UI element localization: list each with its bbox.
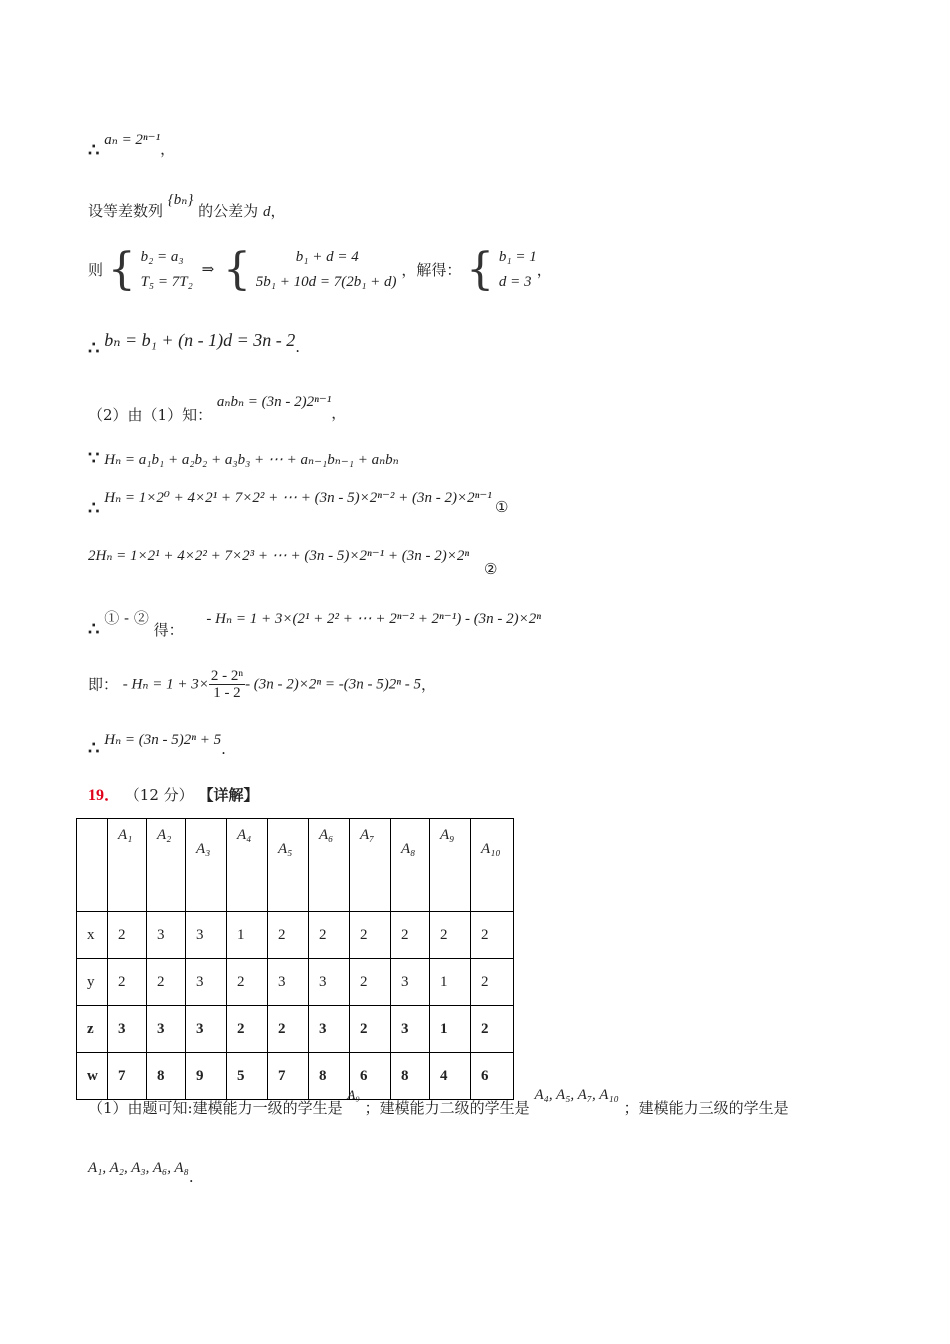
row-label: w	[77, 1053, 108, 1100]
punct: ，	[420, 675, 436, 694]
formula-bn: bₙ = b₁ + (n - 1)d = 3n - 2	[104, 330, 296, 350]
table-header-cell: A₈	[391, 819, 430, 912]
text-intro-2: 的公差为	[198, 202, 259, 220]
therefore-symbol: ∴	[88, 338, 100, 359]
table-header-cell: A₇	[350, 819, 391, 912]
fraction	[209, 668, 245, 701]
text-solve: ，解得：	[401, 261, 462, 279]
table-cell: 8	[147, 1053, 186, 1100]
system-2-top: b₁ + d = 4	[295, 249, 359, 265]
answer-text-1: （1）由题可知:建模能力一级的学生是	[88, 1099, 343, 1117]
var-d: d	[262, 204, 271, 220]
punct: .	[295, 338, 300, 356]
punct: ，	[270, 202, 286, 220]
left-brace-icon: {	[107, 244, 136, 295]
answer-text-2: ；建模能力二级的学生是	[364, 1099, 530, 1117]
formula-final: Hₙ = (3n - 5)2ⁿ + 5	[104, 732, 222, 748]
system-1	[141, 245, 193, 295]
table-cell: 3	[186, 912, 227, 959]
table-header-cell: A₅	[268, 819, 309, 912]
punct: ，	[160, 140, 176, 158]
fraction-numerator: 2 - 2ⁿ	[210, 668, 244, 684]
table-cell: 3	[309, 1006, 350, 1053]
table-cell: 5	[227, 1053, 268, 1100]
answer-set-2: A₄, A₅, A₇, A₁₀	[534, 1087, 619, 1103]
formula-ji-b: - (3n - 2)×2ⁿ = -(3n - 5)2ⁿ - 5	[245, 676, 421, 693]
answer-text-3: ；建模能力三级的学生是	[623, 1099, 789, 1117]
table-cell: 1	[227, 912, 268, 959]
line-answer-1-cont	[88, 1158, 194, 1186]
table-cell: 2	[350, 959, 391, 1006]
table-cell: 6	[350, 1053, 391, 1100]
question-number: 19．	[88, 787, 121, 804]
table-cell: 2	[227, 959, 268, 1006]
mark-one: ①	[495, 498, 509, 516]
table-header-cell: A₄	[227, 819, 268, 912]
formula-hn1: Hₙ = 1×2⁰ + 4×2¹ + 7×2² + ⋯ + (3n - 5)×2ⁿ⁻² + (3n - 2)×2ⁿ⁻¹	[104, 490, 492, 506]
table-cell: 3	[147, 912, 186, 959]
table-cell: 3	[147, 1006, 186, 1053]
therefore-symbol: ∴	[88, 140, 100, 161]
marks-diff: ① - ②	[104, 609, 149, 627]
table-cell: 2	[108, 912, 147, 959]
line-final	[88, 728, 226, 759]
system-1-top: b₂ = a₃	[140, 249, 184, 265]
table-cell: 2	[471, 1006, 514, 1053]
table-cell: 2	[268, 1006, 309, 1053]
text-part2: （2）由（1）知：	[88, 406, 213, 424]
table-cell: 3	[309, 959, 350, 1006]
line-ji	[88, 668, 436, 701]
mark-two: ②	[484, 560, 498, 578]
table-header-cell: A₂	[147, 819, 186, 912]
fraction-denominator: 1 - 2	[213, 685, 241, 701]
table-cell: 2	[471, 959, 514, 1006]
table-cell: 1	[430, 959, 471, 1006]
table-cell: 3	[186, 959, 227, 1006]
punct: ，	[536, 261, 552, 279]
left-brace-icon: {	[466, 244, 495, 295]
left-brace-icon: {	[222, 244, 251, 295]
row-label: x	[77, 912, 108, 959]
score-table	[76, 818, 514, 1100]
therefore-symbol: ∴	[88, 498, 100, 519]
table-cell: 3	[108, 1006, 147, 1053]
formula-hn2: 2Hₙ = 1×2¹ + 4×2² + 7×2³ + ⋯ + (3n - 5)×2ⁿ⁻¹ + (3n - 2)×2ⁿ	[88, 548, 470, 564]
question-tag: 【详解】	[198, 786, 259, 804]
table-cell: 8	[309, 1053, 350, 1100]
table-cell: 3	[391, 1006, 430, 1053]
table-header-cell: A₃	[186, 819, 227, 912]
text-de: 得：	[153, 621, 184, 639]
punct: ，	[331, 404, 347, 422]
formula-hn-def: Hₙ = a₁b₁ + a₂b₂ + a₃b₃ + ⋯ + aₙ₋₁bₙ₋₁ + aₙbₙ	[104, 452, 399, 468]
table-cell: 2	[350, 912, 391, 959]
question-19-header	[88, 786, 258, 805]
table-header-cell: A₉	[430, 819, 471, 912]
implies-arrow: ⇒	[201, 262, 215, 278]
formula-seq-bn: {bₙ}	[167, 192, 194, 208]
line-answer-1	[88, 1085, 789, 1117]
row-label: z	[77, 1006, 108, 1053]
table-row-z	[77, 1006, 514, 1053]
line-diff	[88, 607, 542, 640]
table-row-x	[77, 912, 514, 959]
table-cell: 1	[430, 1006, 471, 1053]
therefore-symbol: ∴	[88, 738, 100, 759]
answer-set-1: A₉	[347, 1087, 360, 1102]
text-ji: 即：	[88, 675, 119, 694]
table-cell: 3	[186, 1006, 227, 1053]
table-row-y	[77, 959, 514, 1006]
line-bn	[88, 330, 300, 359]
system-3-top: b₁ = 1	[498, 249, 537, 265]
table-cell: 2	[350, 1006, 391, 1053]
table-cell: 2	[471, 912, 514, 959]
text-intro: 设等差数列	[88, 202, 164, 220]
table-cell: 6	[471, 1053, 514, 1100]
formula-an: aₙ = 2ⁿ⁻¹	[104, 132, 161, 148]
table-cell: 4	[430, 1053, 471, 1100]
table-header-row	[77, 819, 514, 912]
punct: .	[221, 740, 226, 758]
system-3	[499, 245, 537, 295]
because-symbol: ∵	[88, 448, 100, 469]
row-label: y	[77, 959, 108, 1006]
answer-set-3: A₁, A₂, A₃, A₆, A₈	[88, 1160, 189, 1176]
table-header-cell: A₁	[108, 819, 147, 912]
table-corner-cell	[77, 819, 108, 912]
line-system	[88, 245, 552, 295]
therefore-symbol: ∴	[88, 619, 100, 640]
line-part2	[88, 392, 347, 424]
line-an	[88, 128, 176, 161]
table-cell: 7	[268, 1053, 309, 1100]
table-cell: 8	[391, 1053, 430, 1100]
punct: .	[188, 1168, 194, 1186]
table-cell: 3	[268, 959, 309, 1006]
table-header-cell: A₁₀	[471, 819, 514, 912]
line-hn-def	[88, 448, 399, 470]
text-ze: 则	[88, 261, 104, 279]
table-cell: 2	[227, 1006, 268, 1053]
table-cell: 2	[391, 912, 430, 959]
table-cell: 7	[108, 1053, 147, 1100]
system-3-bottom: d = 3	[498, 274, 532, 290]
formula-ji-a: - Hₙ = 1 + 3×	[122, 676, 209, 693]
table-cell: 2	[108, 959, 147, 1006]
line-hn2	[88, 546, 469, 565]
table-header-cell: A₆	[309, 819, 350, 912]
table-cell: 2	[268, 912, 309, 959]
system-2-bottom: 5b₁ + 10d = 7(2b₁ + d)	[255, 274, 397, 290]
line-hn1	[88, 486, 492, 519]
table-cell: 2	[430, 912, 471, 959]
line-bn-intro	[88, 190, 286, 220]
table-cell: 9	[186, 1053, 227, 1100]
table-cell: 3	[391, 959, 430, 1006]
system-2	[256, 245, 397, 295]
question-score: （12 分）	[124, 786, 194, 804]
system-1-bottom: T₅ = 7T₂	[140, 274, 193, 290]
table-cell: 2	[147, 959, 186, 1006]
formula-anbn: aₙbₙ = (3n - 2)2ⁿ⁻¹	[216, 394, 332, 410]
table-cell: 2	[309, 912, 350, 959]
formula-diff: - Hₙ = 1 + 3×(2¹ + 2² + ⋯ + 2ⁿ⁻² + 2ⁿ⁻¹) - (3n - 2)×2ⁿ	[206, 611, 542, 627]
